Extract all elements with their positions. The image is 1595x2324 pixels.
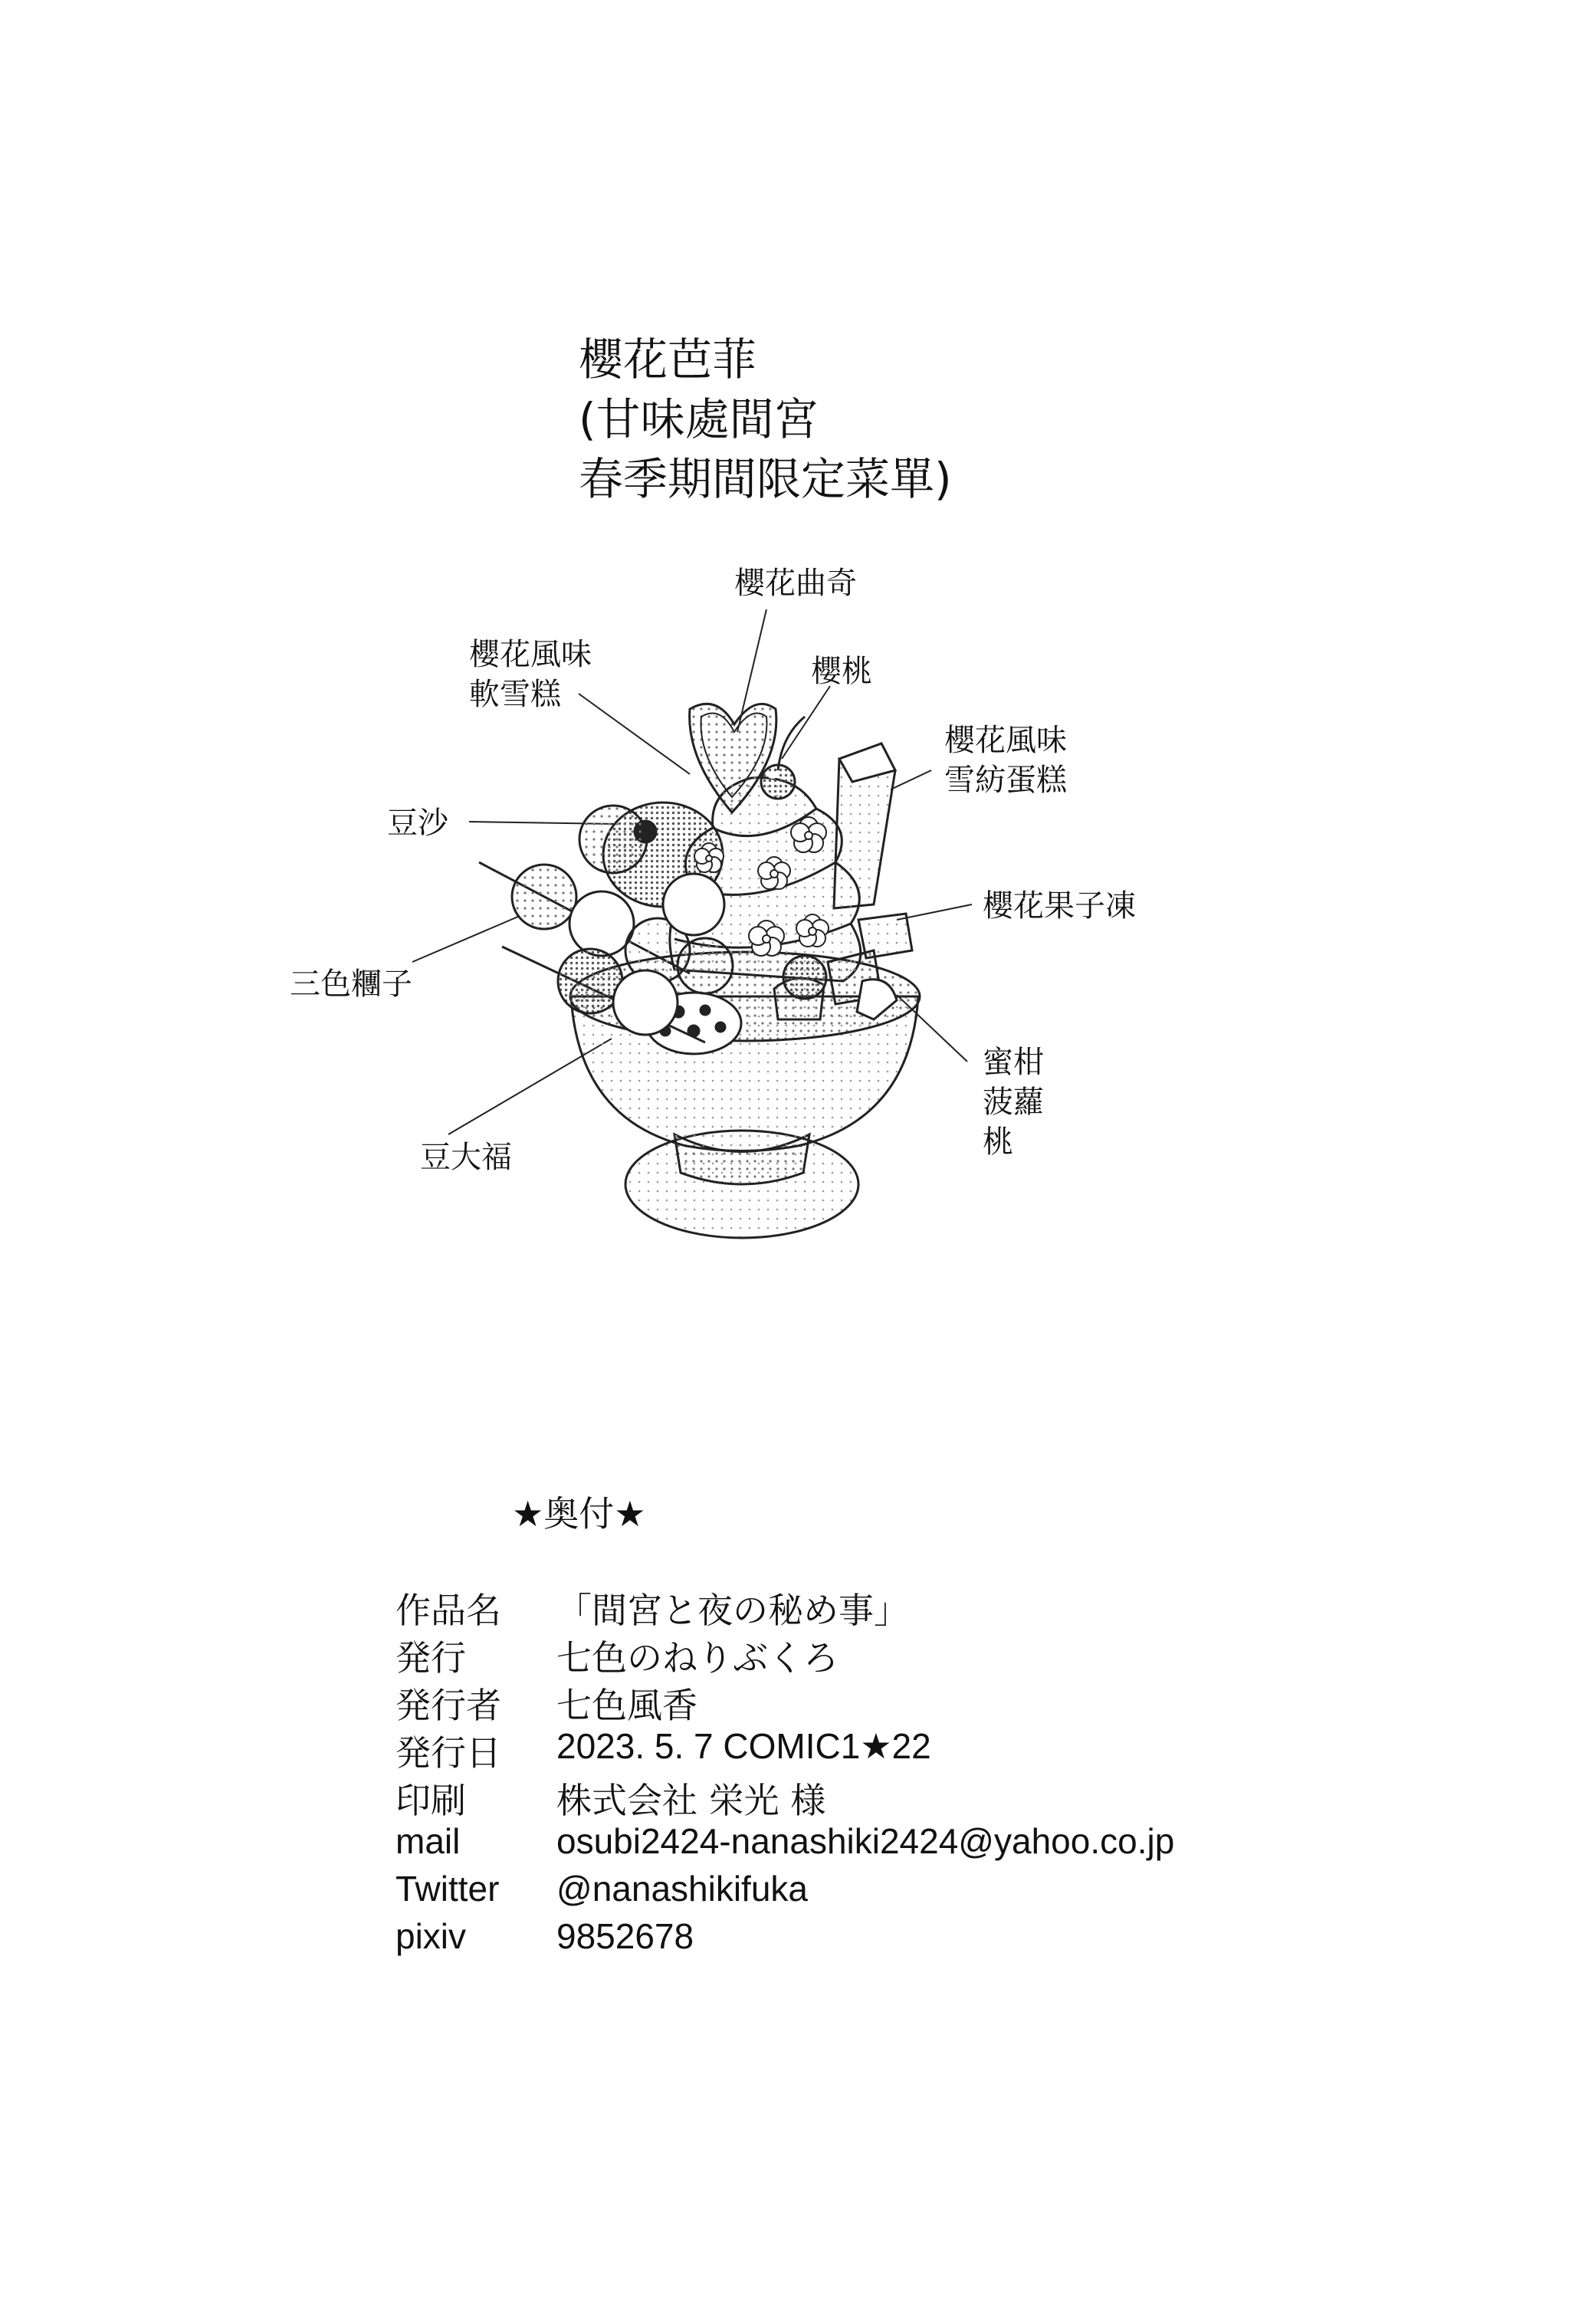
label-sakura-chiffon-line-2: 雪紡蛋糕: [944, 763, 1067, 798]
leader-line-ice-cream: [579, 694, 690, 774]
label-sakura-ice-cream: [469, 635, 592, 714]
label-tricolor-dango: 三色糰子: [290, 967, 412, 1002]
colophon-key: 作品名: [395, 1590, 501, 1631]
label-sakura-ice-cream-line-1: 櫻花風味: [469, 637, 592, 672]
colophon-key: mail: [395, 1821, 461, 1861]
colophon-key: pixiv: [395, 1916, 467, 1956]
leader-line-cherry: [782, 686, 830, 759]
label-fruits-line-1: 蜜柑: [983, 1045, 1044, 1080]
colophon-value: 七色のねりぶくろ: [556, 1637, 839, 1679]
colophon-key: 発行: [395, 1637, 466, 1679]
title-line-2: (甘味處間宮: [579, 393, 819, 445]
title-line-1: 櫻花芭菲: [579, 333, 757, 386]
colophon-value: osubi2424-nanashiki2424@yahoo.co.jp: [556, 1821, 1175, 1861]
label-sakura-chiffon-line-1: 櫻花風味: [944, 723, 1067, 758]
colophon-key: 発行者: [395, 1685, 501, 1726]
colophon-value: @nanashikifuka: [556, 1869, 808, 1909]
colophon-value: 「間宮と夜の秘め事」: [556, 1590, 909, 1631]
label-sakura-cookie: 櫻花曲奇: [734, 566, 857, 601]
label-sakura-chiffon: [944, 721, 1067, 800]
colophon-value: 9852678: [556, 1916, 694, 1956]
colophon-heading: ★奥付★: [512, 1493, 646, 1535]
leader-line-jelly: [897, 904, 972, 920]
label-sakura-ice-cream-line-2: 軟雪糕: [469, 677, 561, 712]
label-red-bean: 豆沙: [387, 806, 448, 841]
label-fruits-line-2: 菠蘿: [983, 1085, 1044, 1120]
colophon-value: 七色風香: [556, 1685, 697, 1726]
colophon-value: 2023. 5. 7 COMIC1★22: [556, 1726, 931, 1766]
colophon-value: 株式会社 栄光 様: [556, 1780, 826, 1821]
colophon-key: 印刷: [395, 1780, 466, 1821]
title-line-3: 春季期間限定菜單): [579, 453, 952, 505]
colophon-key: Twitter: [395, 1869, 500, 1909]
label-fruits: [983, 1042, 1044, 1162]
label-sakura-jelly: 櫻花果子凍: [983, 888, 1136, 924]
label-mame-daifuku: 豆大福: [420, 1140, 512, 1175]
label-fruits-line-3: 桃: [983, 1124, 1013, 1160]
label-cherry: 櫻桃: [811, 654, 872, 689]
leader-line-dango: [412, 916, 520, 962]
leader-line-chiffon: [891, 770, 931, 789]
colophon-key: 発行日: [395, 1732, 501, 1774]
